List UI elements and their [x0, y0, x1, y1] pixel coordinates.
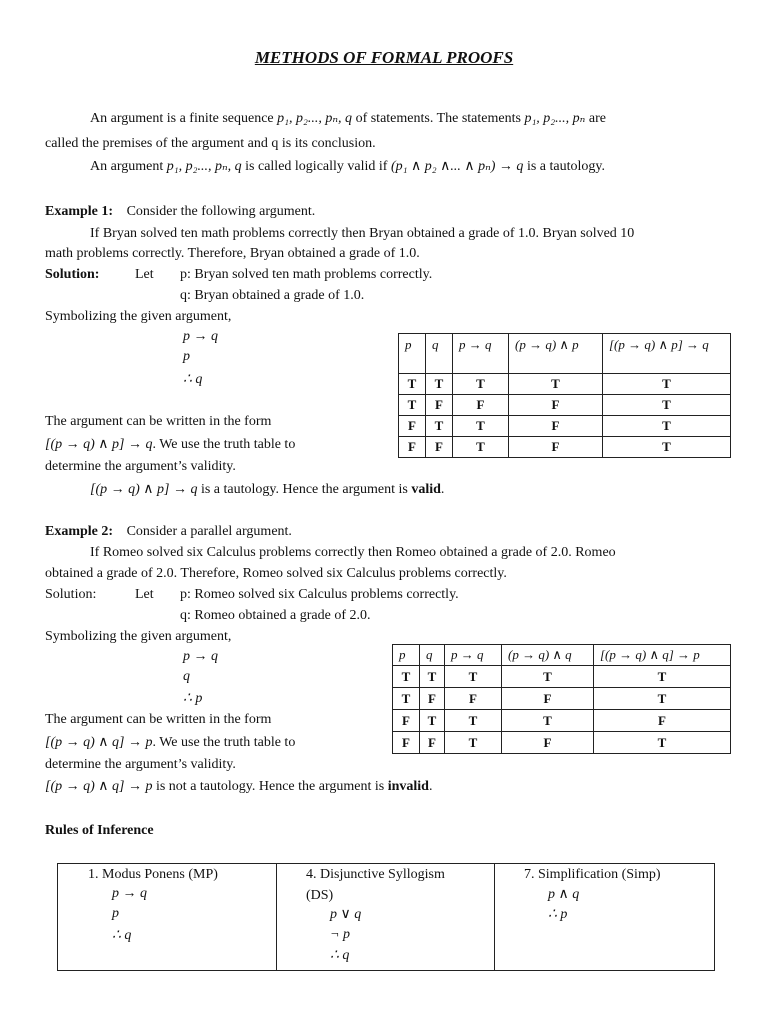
table-cell: T [594, 688, 731, 710]
table-row [399, 374, 731, 395]
truth-table-header [393, 645, 731, 666]
example-2-text-1: If Romeo solved six Calculus problems correctly then Romeo obtained a grade of 2.0. Romeo [90, 545, 616, 560]
rule-disjunctive-syllogism [276, 864, 494, 970]
intro-text: is called logically valid if [245, 159, 388, 174]
example-1-form-line-2 [45, 436, 295, 453]
rule-title: 4. Disjunctive Syllogism [306, 867, 445, 882]
rule-line: ¬ p [330, 927, 350, 942]
rule-line: ∴ q [330, 948, 350, 963]
let-label: Let [135, 267, 154, 282]
example-2-heading [45, 524, 292, 540]
table-cell: T [594, 732, 731, 754]
example-2-text-2: obtained a grade of 2.0. Therefore, Romeo solved six Calculus problems correctly. [45, 566, 507, 581]
header-cell: p → q [453, 334, 509, 374]
table-cell: T [393, 688, 420, 710]
intro-text: An argument [90, 159, 164, 174]
example-2-form-line-3: determine the argument’s validity. [45, 757, 236, 772]
example-1-truth-table [398, 333, 731, 458]
table-row [399, 416, 731, 437]
table-cell: F [502, 688, 594, 710]
example-2-form-line: The argument can be written in the form [45, 712, 272, 727]
example-1-form-line: The argument can be written in the form [45, 414, 272, 429]
table-cell: T [399, 395, 426, 416]
header-cell: [(p → q) ∧ p] → q [603, 334, 731, 374]
validity-formula-math: (p₁ ∧ p₂ ∧... ∧ pₙ) → q [390, 159, 524, 174]
table-cell: T [453, 437, 509, 458]
table-cell: F [420, 732, 445, 754]
rules-heading-text: Rules of Inference [45, 823, 154, 838]
table-cell: T [445, 710, 502, 732]
conclusion-text: is not a tautology. Hence the argument is [155, 779, 385, 794]
example-2-form-line-2 [45, 734, 295, 751]
example-1-symbolizing: Symbolizing the given argument, [45, 309, 232, 324]
validity-verdict: invalid [387, 779, 429, 794]
header-cell: (p → q) ∧ q [502, 645, 594, 666]
table-cell: F [393, 732, 420, 754]
example-1-conclusion-math: [(p → q) ∧ p] → q [90, 482, 198, 497]
example-2-conclusion-math: [(p → q) ∧ q] → p [45, 779, 153, 794]
example-2-p-definition: p: Romeo solved six Calculus problems correctly. [180, 587, 459, 602]
premise-sequence-math: p₁, p₂..., pₙ, q [277, 111, 353, 126]
example-1-text-2: math problems correctly. Therefore, Bryan obtained a grade of 1.0. [45, 246, 420, 261]
rule-line: p ∨ q [330, 907, 362, 922]
intro-text: are [588, 111, 606, 126]
intro-line-3 [90, 158, 605, 175]
example-1-text-1: If Bryan solved ten math problems correctly then Bryan obtained a grade of 1.0. Bryan solved 10 [90, 226, 635, 241]
table-row [399, 395, 731, 416]
table-cell: T [603, 416, 731, 437]
example-2-conclusion-line [45, 778, 432, 795]
page-title: METHODS OF FORMAL PROOFS [254, 48, 514, 67]
table-cell: T [399, 374, 426, 395]
period: . [440, 482, 445, 497]
example-1-solution [45, 267, 99, 283]
example-2-premise-2: q [183, 669, 190, 684]
rules-heading [45, 823, 154, 839]
example-1-premise-1: p → q [183, 329, 218, 344]
table-row [399, 437, 731, 458]
table-cell: F [426, 437, 453, 458]
example-2-solution: Solution: [45, 587, 97, 602]
form-text: . We use the truth table to [152, 437, 296, 452]
rule-line: p ∧ q [548, 887, 580, 902]
table-cell: T [393, 666, 420, 688]
intro-text: is a tautology. [526, 159, 605, 174]
example-intro: Consider a parallel argument. [126, 524, 292, 539]
example-1-conclusion: ∴ q [183, 372, 203, 387]
table-cell: T [603, 395, 731, 416]
rule-line: ∴ q [112, 928, 132, 943]
table-row [393, 732, 731, 754]
example-2-conclusion: ∴ p [183, 691, 203, 706]
rule-line: p → q [112, 886, 147, 901]
rule-title: 7. Simplification (Simp) [524, 867, 661, 882]
example-1-conclusion-line [90, 481, 444, 498]
table-row [393, 666, 731, 688]
example-2-truth-table [392, 644, 731, 754]
header-cell: [(p → q) ∧ q] → p [594, 645, 731, 666]
intro-line-1 [90, 110, 606, 127]
table-cell: T [426, 416, 453, 437]
intro-line-2: called the premises of the argument and q is its conclusion. [45, 136, 376, 151]
header-cell: q [426, 334, 453, 374]
table-cell: T [603, 437, 731, 458]
period: . [428, 779, 433, 794]
header-cell: (p → q) ∧ p [509, 334, 603, 374]
table-cell: F [502, 732, 594, 754]
table-cell: F [594, 710, 731, 732]
solution-label: Solution: [45, 267, 100, 282]
example-1-premise-2: p [183, 349, 190, 364]
rules-table [57, 863, 715, 971]
argument-math: p₁, p₂..., pₙ, q [166, 159, 242, 174]
table-cell: F [509, 437, 603, 458]
example-intro: Consider the following argument. [126, 204, 316, 219]
table-cell: F [445, 688, 502, 710]
let-label: Let [135, 587, 154, 602]
rule-title: 1. Modus Ponens (MP) [88, 867, 218, 882]
table-cell: T [502, 710, 594, 732]
rule-line: p [112, 906, 119, 921]
rule-simplification [494, 864, 714, 970]
example-1-p-definition: p: Bryan solved ten math problems correctly. [180, 267, 433, 282]
example-1-form-line-3: determine the argument’s validity. [45, 459, 236, 474]
example-2-premise-1: p → q [183, 649, 218, 664]
header-cell: p [393, 645, 420, 666]
validity-verdict: valid [411, 482, 441, 497]
header-cell: p → q [445, 645, 502, 666]
example-1-form-math: [(p → q) ∧ p] → q [45, 437, 153, 452]
intro-text: An argument is a finite sequence [90, 111, 274, 126]
example-2-form-math: [(p → q) ∧ q] → p [45, 735, 153, 750]
table-cell: T [426, 374, 453, 395]
table-cell: T [420, 666, 445, 688]
example-2-q-definition: q: Romeo obtained a grade of 2.0. [180, 608, 371, 623]
table-cell: F [399, 437, 426, 458]
rule-line: ∴ p [548, 907, 568, 922]
table-cell: T [453, 374, 509, 395]
conclusion-text: is a tautology. Hence the argument is [200, 482, 408, 497]
table-cell: F [393, 710, 420, 732]
intro-text: of statements. The statements [355, 111, 521, 126]
rule-modus-ponens [58, 864, 276, 970]
example-label: Example 2: [45, 524, 114, 539]
table-cell: F [509, 416, 603, 437]
table-cell: F [420, 688, 445, 710]
table-cell: T [420, 710, 445, 732]
form-text: . We use the truth table to [152, 735, 296, 750]
example-2-symbolizing: Symbolizing the given argument, [45, 629, 232, 644]
table-cell: T [502, 666, 594, 688]
premises-math: p₁, p₂..., pₙ [524, 111, 586, 126]
table-cell: T [603, 374, 731, 395]
table-cell: T [594, 666, 731, 688]
example-1-heading [45, 204, 315, 220]
table-cell: T [445, 666, 502, 688]
table-row [393, 710, 731, 732]
table-row [393, 688, 731, 710]
example-1-q-definition: q: Bryan obtained a grade of 1.0. [180, 288, 365, 303]
header-cell: p [399, 334, 426, 374]
table-cell: F [453, 395, 509, 416]
table-cell: F [509, 395, 603, 416]
table-cell: T [445, 732, 502, 754]
table-cell: F [426, 395, 453, 416]
rule-title-abbr: (DS) [306, 888, 334, 903]
example-label: Example 1: [45, 204, 114, 219]
truth-table-header [399, 334, 731, 374]
table-cell: T [509, 374, 603, 395]
header-cell: q [420, 645, 445, 666]
table-cell: T [453, 416, 509, 437]
table-cell: F [399, 416, 426, 437]
